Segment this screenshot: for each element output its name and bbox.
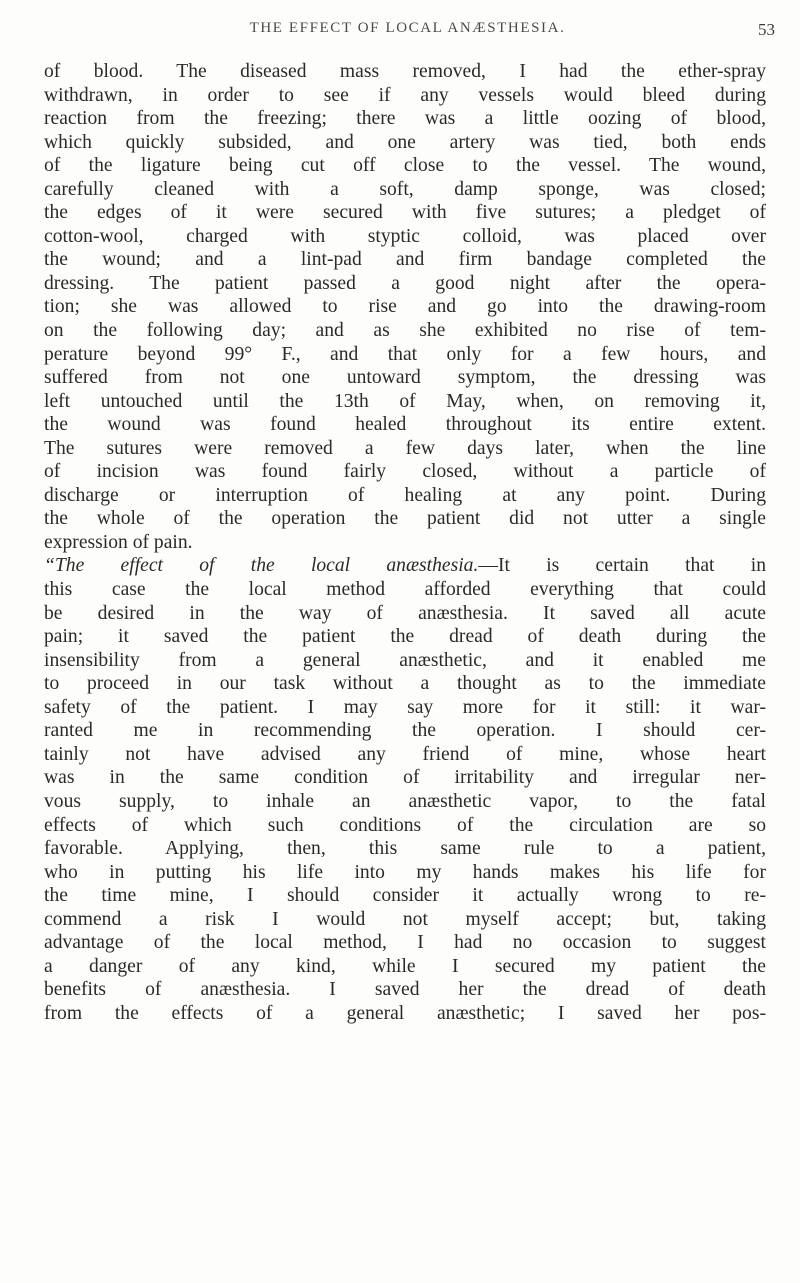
text-line: expression of pain. [44, 531, 193, 553]
body-text [44, 60, 766, 1025]
text-line: which quickly subsided, and one artery was tied, both ends [44, 131, 766, 153]
text-line: from the effects of a general anæsthetic; I saved her pos- [44, 1002, 766, 1024]
running-title: THE EFFECT OF LOCAL ANÆSTHESIA. [249, 20, 566, 36]
section-heading-line [44, 554, 766, 578]
text-line: perature beyond 99° F., and that only for a few hours, and [44, 343, 766, 365]
text-line: tion; she was allowed to rise and go into the drawing-room [44, 296, 766, 318]
text-line: ranted me in recommending the operation. I should cer- [44, 720, 766, 742]
text-line: the edges of it were secured with five sutures; a pledget of [44, 202, 766, 224]
text-line: The sutures were removed a few days later, when the line [44, 437, 766, 459]
section-heading-rest: —It is certain that in [478, 555, 767, 577]
text-line: a danger of any kind, while I secured my patient the [44, 955, 766, 977]
text-line: discharge or interruption of healing at any point. During [44, 484, 766, 506]
text-line: withdrawn, in order to see if any vessels would bleed during [44, 84, 766, 106]
text-line: commend a risk I would not myself accept; but, taking [44, 908, 766, 930]
text-line: of incision was found fairly closed, without a particle of [44, 461, 766, 483]
page-number: 53 [758, 20, 775, 39]
text-line: safety of the patient. I may say more for it still: it war- [44, 696, 766, 718]
text-line: the wound was found healed throughout its entire extent. [44, 414, 766, 436]
text-line: the whole of the operation the patient did not utter a single [44, 508, 766, 530]
text-line: insensibility from a general anæsthetic, and it enabled me [44, 649, 766, 671]
text-line: advantage of the local method, I had no occasion to suggest [44, 932, 766, 954]
text-line: be desired in the way of anæsthesia. It saved all acute [44, 602, 766, 624]
text-line: tainly not have advised any friend of mine, whose heart [44, 743, 766, 765]
text-line: favorable. Applying, then, this same rule to a patient, [44, 838, 766, 860]
text-line: the wound; and a lint-pad and firm bandage completed the [44, 249, 766, 271]
running-head [40, 20, 775, 46]
text-line: to proceed in our task without a thought as to the immediate [44, 673, 766, 695]
text-line: vous supply, to inhale an anæsthetic vapor, to the fatal [44, 790, 766, 812]
text-line: left untouched until the 13th of May, when, on removing it, [44, 390, 766, 412]
text-line: effects of which such conditions of the circulation are so [44, 814, 766, 836]
text-line: who in putting his life into my hands makes his life for [44, 861, 766, 883]
text-line: reaction from the freezing; there was a little oozing of blood, [44, 108, 766, 130]
text-line: this case the local method afforded everything that could [44, 579, 766, 601]
text-line: dressing. The patient passed a good night after the opera- [44, 272, 766, 294]
section-heading: “The effect of the local anæsthesia. [44, 555, 479, 577]
text-line: of blood. The diseased mass removed, I had the ether-spray [44, 61, 766, 82]
text-line: suffered from not one untoward symptom, the dressing was [44, 367, 766, 389]
text-line: benefits of anæsthesia. I saved her the dread of death [44, 979, 766, 1001]
text-line: the time mine, I should consider it actually wrong to re- [44, 885, 766, 907]
text-line: carefully cleaned with a soft, damp sponge, was closed; [44, 178, 766, 200]
text-line: of the ligature being cut off close to the vessel. The wound, [44, 155, 766, 177]
text-line: on the following day; and as she exhibited no rise of tem- [44, 320, 766, 342]
text-line: cotton-wool, charged with styptic colloid, was placed over [44, 225, 766, 247]
text-line: was in the same condition of irritability and irregular ner- [44, 767, 766, 789]
text-line: pain; it saved the patient the dread of death during the [44, 626, 766, 648]
